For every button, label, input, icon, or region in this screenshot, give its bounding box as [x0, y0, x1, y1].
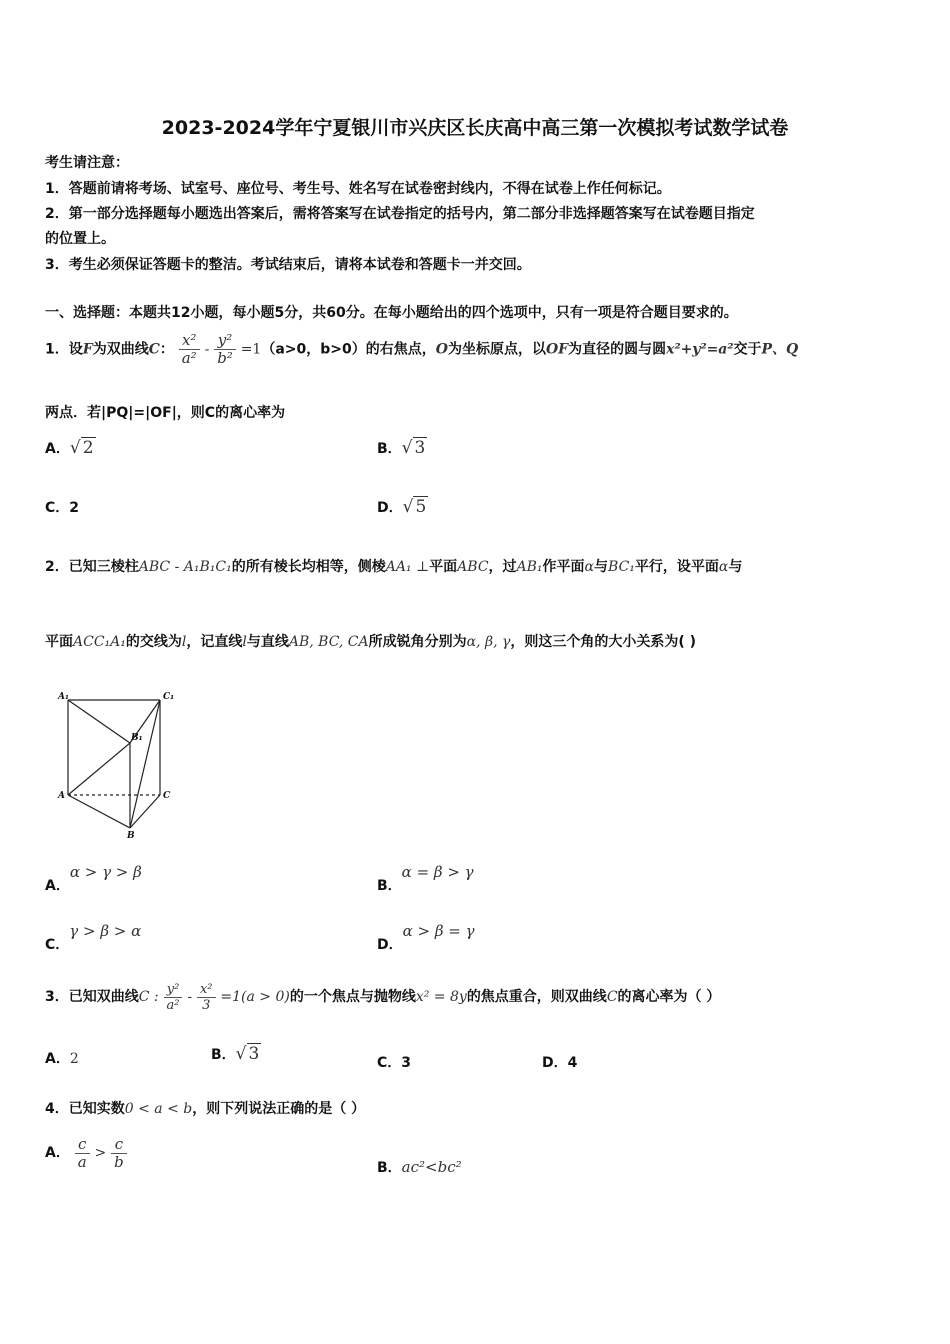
question-1-stem: 1．设F为双曲线C： $\frac{\text{x²}}{\text{a²}}$ - $\frac{\text{y²}}{\text{b²}}$ =1（a>0，b>0）的右焦点，O为坐标原点，以OF为直径的圆与圆x²+y²=a²交于P、Q: [45, 331, 799, 367]
label-c: C: [163, 791, 171, 801]
label-a1: A₁: [58, 692, 69, 702]
diagonal-bc1: [130, 700, 160, 828]
q2-option-c[interactable]: C．γ > β > α: [45, 922, 142, 953]
prism-figure: [55, 688, 185, 840]
label-b: B: [127, 831, 135, 840]
fraction: $\frac{\text{y²}}{\text{a²}}$: [164, 982, 183, 1013]
notice-item: 2．第一部分选择题每小题选出答案后，需将答案写在试卷指定的括号内，第二部分非选择题答案写在试卷题目指定: [45, 206, 755, 222]
q4-option-b[interactable]: B．ac²<bc²: [377, 1158, 462, 1176]
question-4-stem: 4．已知实数0 < a < b，则下列说法正确的是（ ）: [45, 1101, 366, 1117]
q2-option-d[interactable]: D．α > β = γ: [377, 922, 475, 953]
edge-bc: [130, 795, 160, 828]
page-title: 2023-2024学年宁夏银川市兴庆区长庆高中高三第一次模拟考试数学试卷: [161, 117, 789, 139]
notice-heading: 考生请注意：: [45, 155, 129, 171]
question-1-stem-line2: 两点．若|PQ|=|OF|，则C的离心率为: [45, 405, 286, 421]
q3-option-c[interactable]: C．3: [377, 1055, 412, 1071]
notice-item: 1．答题前请将考场、试室号、座位号、考生号、姓名写在试卷密封线内，不得在试卷上作任何标记。: [45, 181, 671, 197]
edge-ab: [68, 795, 130, 828]
q2-option-a[interactable]: A．α > γ > β: [45, 863, 142, 894]
fraction: $\frac{\text{x²}}{\text{a²}}$: [179, 332, 200, 367]
section-heading: 一、选择题：本题共12小题，每小题5分，共60分。在每小题给出的四个选项中，只有一项是符合题目要求的。: [45, 305, 738, 321]
q1-option-d[interactable]: D．√ 5: [377, 497, 427, 517]
label-a: A: [58, 791, 65, 801]
q3-option-a[interactable]: A．2: [45, 1051, 79, 1067]
q1-option-c[interactable]: C．2: [45, 500, 80, 516]
q3-option-b[interactable]: B．√ 3: [211, 1044, 260, 1064]
label-c1: C₁: [163, 692, 175, 702]
question-3-stem: 3．已知双曲线C : $\frac{\text{y²}}{\text{a²}}$ - $\frac{\text{x²}}{3}$ =1(a > 0)的一个焦点与抛物线x² = 8y的焦点重合，则双曲线C的离心率为（ ）: [45, 981, 721, 1013]
edge-a1b1: [68, 700, 130, 743]
diagonal-ab1: [68, 743, 130, 795]
q1-option-b[interactable]: B．√ 3: [377, 438, 426, 458]
q1-option-a[interactable]: A．√ 2: [45, 438, 94, 458]
notice-item: 3．考生必须保证答题卡的整洁。考试结束后，请将本试卷和答题卡一并交回。: [45, 257, 531, 273]
notice-item: 的位置上。: [45, 231, 115, 247]
fraction: $\frac{\text{x²}}{3}$: [197, 982, 216, 1013]
q4-option-a[interactable]: A． $\frac{c}{a}$ > $\frac{c}{b}$: [45, 1133, 127, 1173]
q3-option-d[interactable]: D．4: [542, 1055, 578, 1071]
question-2-stem: 2．已知三棱柱ABC - A₁B₁C₁的所有棱长均相等，侧棱AA₁ ⊥平面ABC，过AB₁作平面α与BC₁平行，设平面α与: [45, 559, 743, 575]
q2-option-b[interactable]: B．α = β > γ: [377, 863, 474, 894]
question-2-stem-line2: 平面ACC₁A₁的交线为l，记直线l与直线AB, BC, CA所成锐角分别为α, β, γ，则这三个角的大小关系为( ): [45, 634, 697, 650]
fraction: $\frac{\text{y²}}{\text{b²}}$: [214, 332, 236, 367]
label-b1: B₁: [131, 733, 143, 743]
fraction: $\frac{c}{a}$: [75, 1136, 90, 1171]
fraction: $\frac{c}{b}$: [111, 1136, 127, 1171]
